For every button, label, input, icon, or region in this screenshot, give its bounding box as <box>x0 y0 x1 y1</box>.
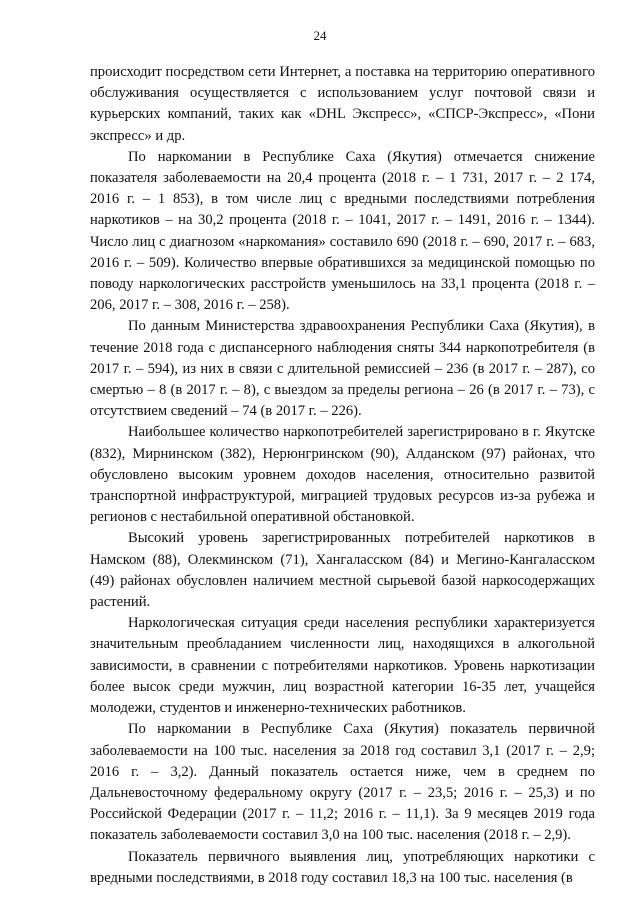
paragraph-1: происходит посредством сети Интернет, а поставка на территорию оперативного обслуживания осуществляется с использованием услуг почтовой связи и курьерских компаний, таких как «DHL Экспресс», «СПСР-Экспресс», «Пони экспресс» и др. <box>90 64 595 144</box>
paragraph-5: Высокий уровень зарегистрированных потребителей наркотиков в Намском (88), Олекминском (71), Хангаласском (84) и Мегино-Кангаласском (49) районах обусловлен наличием местной сырьевой базой наркосодержащих растений. <box>90 530 595 611</box>
paragraph-4: Наибольшее количество наркопотребителей зарегистрировано в г. Якутске (832), Мирнинском (382), Нерюнгринском (90), Алданском (97) районах, что обусловлено высоким уровнем доходов населения, относительно развитой транспортной инфраструктурой, миграцией трудовых ресурсов из-за рубежа и регионов с нестабильной оперативной обстановкой. <box>90 424 595 526</box>
paragraph-2: По наркомании в Республике Саха (Якутия) отмечается снижение показателя заболеваемости на 20,4 процента (2018 г. – 1 731, 2017 г. – 2 174, 2016 г. – 1 853), в том числе лиц с вредными последствиями потребления наркотиков – на 30,2 процента (2018 г. – 1041, 2017 г. – 1491, 2016 г. – 1344). Число лиц с диагнозом «наркомания» составило 690 (2018 г. – 690, 2017 г. – 683, 2016 г. – 509). Количество впервые обратившихся за медицинской помощью по поводу наркологических расстройств уменьшилось на 33,1 процента (2018 г. – 206, 2017 г. – 308, 2016 г. – 258). <box>90 148 595 314</box>
paragraph-6: Наркологическая ситуация среди населения республики характеризуется значительным преобладанием численности лиц, находящихся в алкогольной зависимости, в сравнении с потребителями наркотиков. Уровень наркотизации более высок среди мужчин, лиц возрастной категории 16-35 лет, учащейся молодежи, студентов и инженерно-технических работников. <box>90 615 595 717</box>
page-number: 24 <box>313 28 327 43</box>
document-body <box>90 62 595 889</box>
paragraph-8: Показатель первичного выявления лиц, употребляющих наркотики с вредными последствиями, в 2018 году составил 18,3 на 100 тыс. населения (в <box>90 848 595 886</box>
paragraph-3: По данным Министерства здравоохранения Республики Саха (Якутия), в течение 2018 года с диспансерного наблюдения сняты 344 наркопотребителя (в 2017 г. – 594), из них в связи с длительной ремиссией – 236 (в 2017 г. – 287), со смертью – 8 (в 2017 г. – 8), с выездом за пределы региона – 26 (в 2017 г. – 73), с отсутствием сведений – 74 (в 2017 г. – 226). <box>90 318 595 420</box>
paragraph-7: По наркомании в Республике Саха (Якутия) показатель первичной заболеваемости на 100 тыс. населения за 2018 год составил 3,1 (2017 г. – 2,9; 2016 г. – 3,2). Данный показатель остается ниже, чем в среднем по Дальневосточному федеральному округу (2017 г. – 23,5; 2016 г. – 25,3) и по Российской Федерации (2017 г. – 11,2; 2016 г. – 11,1). За 9 месяцев 2019 года показатель заболеваемости составил 3,0 на 100 тыс. населения (2018 г. – 2,9). <box>90 721 595 844</box>
